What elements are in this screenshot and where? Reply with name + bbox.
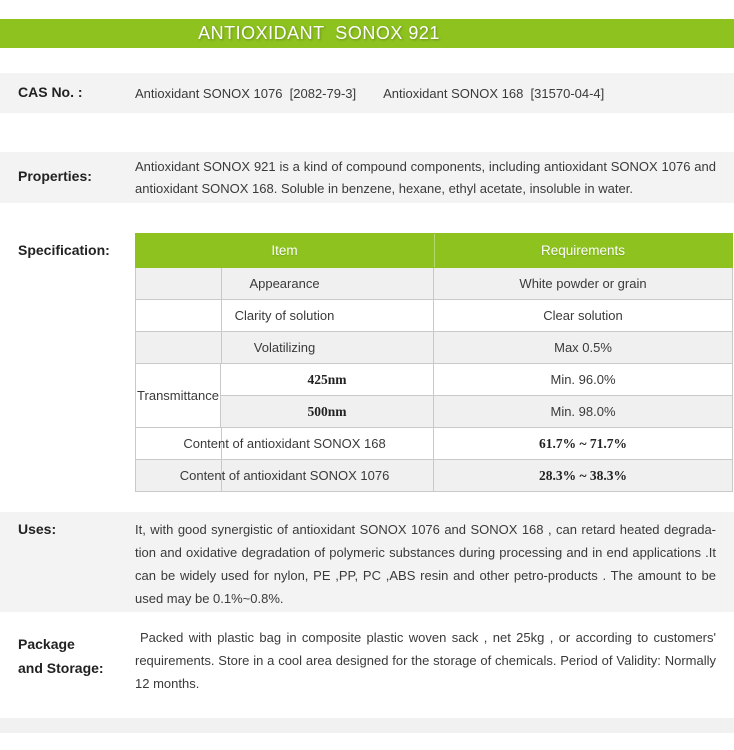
table-row-clarity xyxy=(136,300,733,332)
package-text xyxy=(135,612,734,695)
clarity-req-cell: Clear solution xyxy=(434,300,733,332)
properties-label: Properties: xyxy=(18,168,92,184)
uses-text-line-3: can be widely used for nylon, PE ,PP, PC ,ABS resin and other petro-products . The amount to be xyxy=(135,568,716,583)
package-text-line-3: 12 months. xyxy=(135,676,200,691)
table-header-row xyxy=(136,234,733,268)
transmittance-500nm-req-cell: Min. 98.0% xyxy=(434,396,733,428)
uses-text-line-2: tion and oxidative degradation of polymeric substances during processing and in end applications .It xyxy=(135,545,716,560)
uses-label-column xyxy=(0,512,135,612)
bottom-divider-band xyxy=(0,718,734,733)
uses-section xyxy=(0,512,734,612)
volatilizing-item-cell: Volatilizing xyxy=(136,332,434,364)
specification-table xyxy=(135,233,733,492)
table-row-transmittance-425nm xyxy=(136,364,733,396)
content-168-item-cell: Content of antioxidant SONOX 168 xyxy=(136,428,434,460)
uses-text-line-1: It, with good synergistic of antioxidant SONOX 1076 and SONOX 168 , can retard heated degrada- xyxy=(135,522,716,537)
table-header-requirements: Requirements xyxy=(434,234,733,268)
cas-label: CAS No. : xyxy=(18,84,83,100)
uses-text xyxy=(135,512,734,612)
package-label-line-1: Package xyxy=(18,636,75,652)
package-text-line-2: requirements. Store in a cool area designed for the storage of chemicals. Period of Validity: Normally xyxy=(135,653,716,668)
uses-text-line-4: used may be 0.1%~0.8%. xyxy=(135,591,284,606)
transmittance-group-cell: Transmittance xyxy=(136,364,221,428)
table-header-item: Item xyxy=(136,234,434,268)
volatilizing-req-cell: Max 0.5% xyxy=(434,332,733,364)
title-bar xyxy=(0,19,734,48)
properties-label-column xyxy=(0,152,135,203)
properties-section xyxy=(0,152,734,203)
cas-section xyxy=(0,73,734,113)
properties-text xyxy=(135,152,734,203)
appearance-item-cell: Appearance xyxy=(136,268,434,300)
content-168-req-cell: 61.7% ~ 71.7% xyxy=(434,428,733,460)
table-row-volatilizing xyxy=(136,332,733,364)
appearance-req-cell: White powder or grain xyxy=(434,268,733,300)
table-row-content-sonox-1076 xyxy=(136,460,733,492)
package-label-line-2: and Storage: xyxy=(18,660,104,676)
properties-text-line-1: Antioxidant SONOX 921 is a kind of compound components, including antioxidant SONOX 1076 and xyxy=(135,159,716,174)
cas-values xyxy=(135,86,734,101)
clarity-item-cell: Clarity of solution xyxy=(136,300,434,332)
specification-section xyxy=(0,233,734,492)
wavelength-425nm-cell: 425nm xyxy=(221,364,434,396)
cas-value-sonox-1076: Antioxidant SONOX 1076 [2082-79-3] xyxy=(135,85,357,101)
table-row-appearance xyxy=(136,268,733,300)
package-text-line-1: Packed with plastic bag in composite plastic woven sack , net 25kg , or according to customers' xyxy=(140,630,716,645)
content-1076-item-cell: Content of antioxidant SONOX 1076 xyxy=(136,460,434,492)
specification-label-column xyxy=(0,233,135,492)
properties-text-line-2: antioxidant SONOX 168. Soluble in benzene, hexane, ethyl acetate, insoluble in water. xyxy=(135,181,633,196)
wavelength-500nm-cell: 500nm xyxy=(221,396,434,428)
uses-label: Uses: xyxy=(18,521,57,537)
package-label-column xyxy=(0,612,135,695)
transmittance-425nm-req-cell: Min. 96.0% xyxy=(434,364,733,396)
specification-label: Specification: xyxy=(18,242,110,258)
page-title: ANTIOXIDANT SONOX 921 xyxy=(198,23,440,43)
package-storage-section xyxy=(0,612,734,695)
cas-value-sonox-168: Antioxidant SONOX 168 [31570-04-4] xyxy=(383,85,605,101)
table-row-content-sonox-168 xyxy=(136,428,733,460)
cas-label-column xyxy=(0,84,135,102)
table-row-transmittance-500nm xyxy=(136,396,733,428)
content-1076-req-cell: 28.3% ~ 38.3% xyxy=(434,460,733,492)
